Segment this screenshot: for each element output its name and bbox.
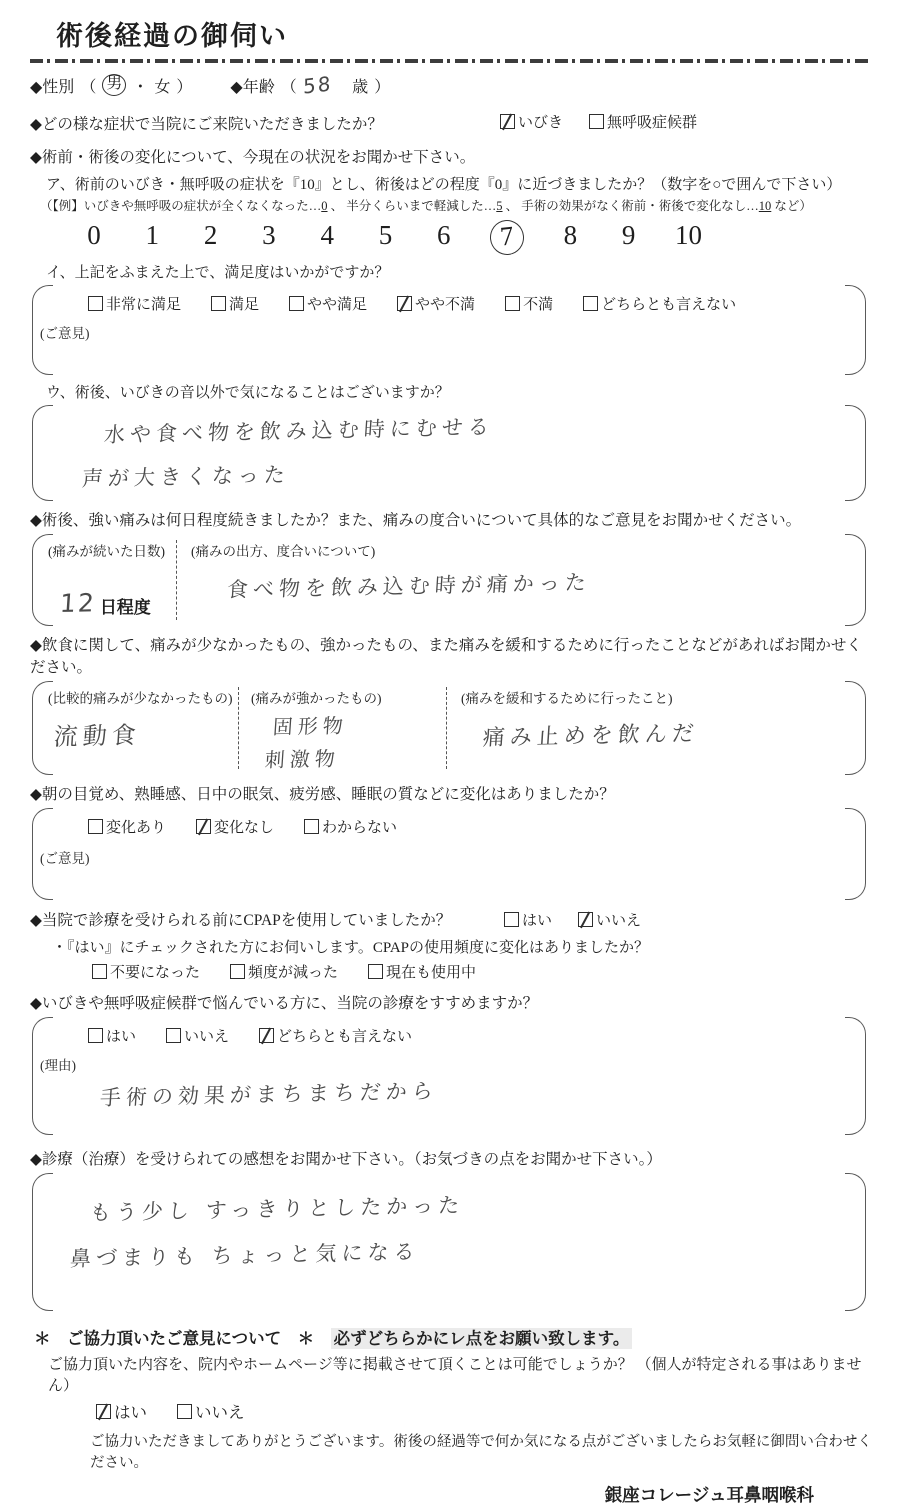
checkbox-no-longer-needed[interactable] [92, 961, 200, 982]
checkbox-icon[interactable] [88, 819, 103, 834]
paren: ） [176, 78, 193, 96]
cpap-followup: ・『はい』にチェックされた方にお伺いします。CPAPの使用頻度に変化はありましたか？ [52, 940, 649, 956]
clinic-name: 銀座コレージュ耳鼻咽喉科 [604, 1484, 814, 1505]
checkbox-label: はい [106, 1029, 137, 1045]
sleep-box[interactable] [32, 808, 866, 900]
checkbox-change-no[interactable] [196, 816, 274, 837]
thanks-note: ご協力いただきましてありがとうございます。術後の経過等で何か気になる点がございましたらお気軽に御問い合わせください。 [90, 1433, 872, 1471]
checkbox-label: やや不満 [415, 297, 476, 313]
impression-heading: ◆診療（治療）を受けられての感想をお聞かせ下さい。（お気づきの点をお聞かせ下さい。） [30, 1151, 662, 1168]
satisfaction-question: イ、上記をふまえた上で、満足度はいかがですか？ [46, 265, 390, 281]
consent-header-highlight: 必ずどちらかにレ点をお願い致します。 [331, 1328, 633, 1349]
checkbox-label: はい [114, 1403, 147, 1422]
checkbox-label: 頻度が減った [248, 965, 339, 981]
checkbox-cpap-yes[interactable] [504, 909, 552, 930]
impression-box[interactable] [32, 1173, 866, 1311]
checkbox-label: いびき [518, 115, 564, 131]
checkbox-still-using[interactable] [368, 961, 476, 982]
checkbox-icon[interactable] [230, 964, 245, 979]
paren: （ [280, 78, 297, 96]
concerns-box[interactable] [32, 405, 866, 501]
scale-10[interactable]: 10 [674, 220, 702, 250]
checkbox-label: 変化あり [106, 820, 167, 836]
opinion-label: (ご意見) [40, 851, 90, 866]
checkbox-icon[interactable] [96, 1404, 111, 1419]
concerns-question: ウ、術後、いびきの音以外で気になることはございますか？ [46, 385, 450, 401]
checkbox-icon[interactable] [92, 964, 107, 979]
checkbox-icon[interactable] [368, 964, 383, 979]
age-label: ◆年齢 [230, 78, 275, 96]
impression-answer-line1: もう少し すっきりとしたかった [89, 1193, 466, 1226]
separator-dot: ・ [132, 78, 149, 96]
scale-4[interactable]: 4 [320, 220, 334, 250]
checkbox-icon[interactable] [88, 296, 103, 311]
recommend-question: ◆いびきや無呼吸症候群で悩んでいる方に、当院の診療をすすめますか？ [30, 995, 539, 1012]
checkbox-unknown[interactable] [304, 816, 397, 837]
example-num-5: 5 [496, 199, 503, 213]
checkbox-icon[interactable] [211, 296, 226, 311]
pain-desc-handwritten: 食べ物を飲み込む時が痛かった [226, 570, 592, 603]
symptom-question: ◆どの様な症状で当院にご来院いただきましたか？ [30, 116, 383, 133]
checkbox-icon[interactable] [289, 296, 304, 311]
checkbox-recommend-neither[interactable] [259, 1025, 412, 1046]
paren: ） [374, 78, 391, 96]
checkbox-label: いいえ [184, 1029, 230, 1045]
scale-5[interactable]: 5 [378, 220, 393, 250]
recommend-box[interactable] [32, 1017, 866, 1135]
recommend-reason-handwritten: 手術の効果がまちまちだから [99, 1078, 439, 1111]
checkbox-icon[interactable] [397, 296, 412, 311]
title-divider [30, 59, 872, 63]
checkbox-publish-no[interactable] [177, 1399, 245, 1423]
checkbox-change-yes[interactable] [88, 816, 166, 837]
scale-0[interactable]: 0 [87, 220, 101, 250]
checkbox-label: 満足 [229, 297, 260, 313]
sleep-options [88, 816, 836, 839]
gender-label: ◆性別 [30, 78, 75, 96]
checkbox-label: 非常に満足 [106, 297, 182, 313]
diet-box[interactable] [32, 681, 866, 775]
checkbox-icon[interactable] [505, 296, 520, 311]
checkbox-label: いいえ [596, 912, 642, 929]
consent-header-prefix: ＊ ご協力頂いたご意見について ＊ [34, 1329, 331, 1348]
opinion-label: (ご意見) [40, 326, 90, 341]
checkbox-somewhat-satisfied[interactable] [289, 293, 367, 314]
checkbox-label: 不要になった [110, 965, 201, 981]
checkbox-publish-yes[interactable] [96, 1399, 147, 1423]
checkbox-label: 不満 [523, 297, 554, 313]
scale-1[interactable]: 1 [145, 220, 160, 250]
scale-3[interactable]: 3 [262, 220, 276, 250]
concerns-answer-line1: 水や食べ物を飲み込む時にむせる [103, 414, 495, 448]
checkbox-icon[interactable] [259, 1028, 274, 1043]
diet-col1-label: (比較的痛みが少なかったもの) [48, 691, 233, 706]
checkbox-dissatisfied[interactable] [505, 293, 553, 314]
pain-desc-column [177, 540, 836, 620]
example-text: など） [771, 199, 812, 213]
checkbox-apnea[interactable] [589, 111, 697, 132]
diet-col-less-pain [48, 687, 238, 769]
pain-desc-label: (痛みの出方、度合いについて) [191, 544, 376, 559]
sleep-heading: ◆朝の目覚め、熟睡感、日中の眠気、疲労感、睡眠の質などに変化はありましたか？ [30, 786, 615, 803]
diet-heading: ◆飲食に関して、痛みが少なかったもの、強かったもの、また痛みを緩和するために行ったことなどがあればお聞かせください。 [30, 637, 862, 676]
page-title: 術後経過の御伺い [56, 21, 288, 51]
checkbox-icon[interactable] [166, 1028, 181, 1043]
checkbox-label: 無呼吸症候群 [607, 115, 698, 131]
change-example [40, 196, 872, 214]
diet-col2-handwritten-line2: 刺激物 [264, 746, 341, 773]
checkbox-label: 変化なし [214, 820, 275, 836]
scale-9[interactable]: 9 [621, 220, 636, 250]
checkbox-icon[interactable] [578, 912, 593, 927]
recommend-options [88, 1025, 836, 1048]
checkbox-less-frequent[interactable] [230, 961, 338, 982]
pain-days-value-handwritten[interactable]: 12 [59, 588, 97, 619]
checkbox-neither[interactable] [583, 293, 736, 314]
example-num-0: 0 [321, 199, 328, 213]
consent-options [96, 1399, 872, 1424]
diet-col3-handwritten: 痛み止めを飲んだ [482, 721, 700, 752]
checkbox-label: どちらとも言えない [601, 297, 737, 313]
diet-col1-handwritten: 流動食 [52, 721, 142, 752]
symptom-row [30, 105, 872, 138]
checkbox-label: 現在も使用中 [386, 965, 477, 981]
reason-label: (理由) [40, 1058, 76, 1073]
pain-heading: ◆術後、強い痛みは何日程度続きましたか？また、痛みの度合いについて具体的なご意見をお聞かせください。 [30, 512, 802, 529]
checkbox-icon[interactable] [196, 819, 211, 834]
example-num-10: 10 [758, 199, 772, 213]
pain-days-label: (痛みが続いた日数) [48, 544, 165, 559]
diet-col2-handwritten-line1: 固形物 [272, 713, 349, 740]
checkbox-icon[interactable] [304, 819, 319, 834]
pain-box[interactable] [32, 534, 866, 626]
example-text: （【例】いびきや無呼吸の症状が全くなくなった… [40, 199, 322, 213]
checkbox-icon[interactable] [177, 1404, 192, 1419]
checkbox-satisfied[interactable] [211, 293, 259, 314]
checkbox-label: やや満足 [307, 297, 368, 313]
scale-2[interactable]: 2 [203, 220, 218, 250]
checkbox-snoring[interactable] [500, 111, 563, 132]
diet-col2-label: (痛みが強かったもの) [251, 691, 382, 706]
example-text: 、 手術の効果がなく術前・術後で変化なし… [502, 199, 759, 213]
checkbox-label: はい [522, 912, 553, 929]
impression-answer-line2: 鼻づまりも ちょっと気になる [69, 1239, 421, 1272]
checkbox-very-satisfied[interactable] [88, 293, 181, 314]
checkbox-label: いいえ [195, 1403, 245, 1422]
cpap-question: ◆当院で診療を受けられる前にCPAPを使用していましたか？ [30, 912, 452, 929]
pain-days-unit: 日程度 [99, 598, 151, 617]
diet-col-relief [447, 687, 836, 769]
example-text: 、 半分くらいまで軽減した… [327, 199, 497, 213]
scale-6[interactable]: 6 [437, 220, 451, 250]
satisfaction-options [88, 293, 836, 316]
checkbox-somewhat-dissatisfied[interactable] [397, 293, 475, 314]
diet-col3-label: (痛みを緩和するために行ったこと) [461, 691, 673, 706]
gender-female-option[interactable]: 女 [154, 78, 171, 96]
concerns-answer-line2: 声が大きくなった [81, 462, 291, 492]
checkbox-recommend-no[interactable] [166, 1025, 229, 1046]
scale-8[interactable]: 8 [563, 220, 578, 250]
pain-days-column [48, 540, 176, 620]
paren: （ [80, 78, 97, 96]
age-unit: 歳 [352, 78, 369, 96]
cpap-followup-options [92, 961, 872, 984]
checkbox-icon[interactable] [88, 1028, 103, 1043]
checkbox-icon[interactable] [500, 114, 515, 129]
diet-col-more-pain [239, 687, 446, 773]
scale-7-selected[interactable]: 7 [488, 218, 525, 256]
change-sub-a: ア、術前のいびき・無呼吸の症状を『10』とし、術後はどの程度『0』に近づきましたか？（数字を○で囲んで下さい） [46, 177, 842, 193]
cpap-row [30, 908, 872, 930]
checkbox-icon[interactable] [589, 114, 604, 129]
rating-scale [82, 220, 702, 255]
profile-row [30, 73, 872, 97]
checkbox-recommend-yes[interactable] [88, 1025, 136, 1046]
consent-question: ご協力頂いた内容を、院内やホームページ等に掲載させて頂くことは可能でしょうか？ （個人が特定される事はありません） [48, 1357, 862, 1394]
satisfaction-box[interactable] [32, 285, 866, 375]
consent-header [34, 1325, 872, 1349]
checkbox-cpap-no[interactable] [578, 909, 641, 930]
checkbox-icon[interactable] [504, 912, 519, 927]
checkbox-label: どちらとも言えない [277, 1029, 413, 1045]
checkbox-label: わからない [322, 820, 398, 836]
age-value-handwritten[interactable]: 58 [302, 71, 333, 99]
change-heading: ◆術前・術後の変化について、今現在の状況をお聞かせ下さい。 [30, 149, 476, 166]
gender-male-option[interactable]: 男 [102, 74, 126, 96]
checkbox-icon[interactable] [583, 296, 598, 311]
